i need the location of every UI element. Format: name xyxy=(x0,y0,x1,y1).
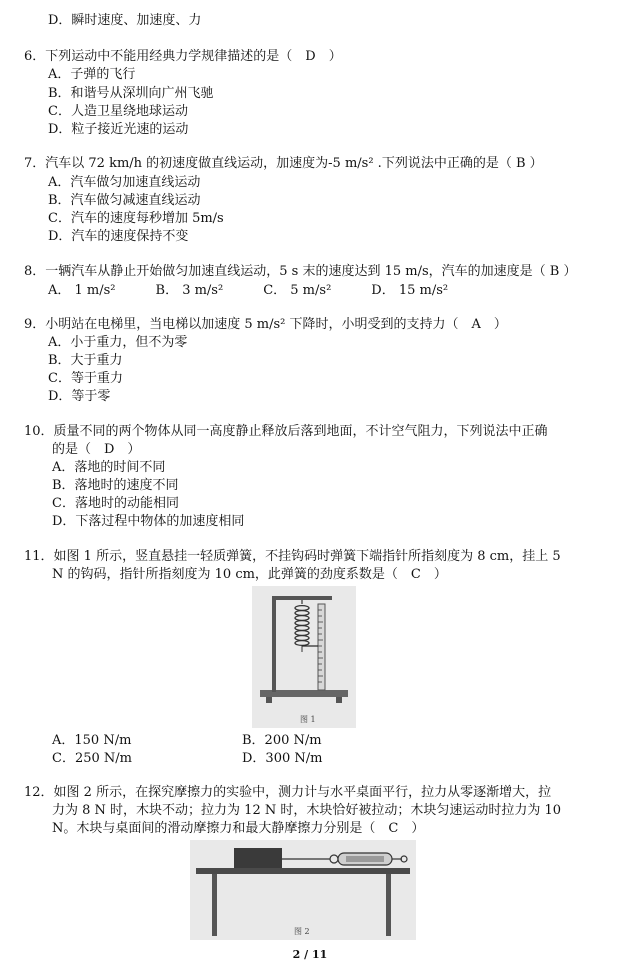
question-7-stem: 7．汽车以 72 km/h 的初速度做直线运动，加速度为-5 m/s² .下列说法中正确的是（ B ） xyxy=(24,156,543,171)
question-9-stem: 9．小明站在电梯里，当电梯以加速度 5 m/s² 下降时，小明受到的支持力（ A ） xyxy=(24,317,507,332)
question-10-stem-line-1: 10．质量不同的两个物体从同一高度静止释放后落到地面，不计空气阻力，下列说法中正确 xyxy=(24,424,548,439)
figure-1-spring-apparatus xyxy=(252,586,356,728)
question-6-option-d: D．粒子接近光速的运动 xyxy=(48,122,189,137)
question-6-option-c: C．人造卫星绕地球运动 xyxy=(48,104,188,119)
question-10-option-d: D．下落过程中物体的加速度相同 xyxy=(52,514,245,529)
prev-question-option-d: D．瞬时速度、加速度、力 xyxy=(48,13,202,28)
figure-1-caption: 图 1 xyxy=(300,715,316,724)
question-10-option-a: A．落地的时间不同 xyxy=(52,460,166,475)
figure-2-caption: 图 2 xyxy=(294,927,310,936)
question-6-stem: 6．下列运动中不能用经典力学规律描述的是（ D ） xyxy=(24,49,342,64)
question-10-option-c: C．落地时的动能相同 xyxy=(52,496,179,511)
question-11-stem-line-1: 11．如图 1 所示，竖直悬挂一轻质弹簧，不挂钩码时弹簧下端指针所指刻度为 8 cm，挂上 5 xyxy=(24,549,561,564)
page-number: 2 / 11 xyxy=(292,948,328,961)
question-9-option-c: C．等于重力 xyxy=(48,371,123,386)
question-12-stem-line-3: N。木块与桌面间的滑动摩擦力和最大静摩擦力分别是（ C ） xyxy=(52,821,425,836)
question-7-option-c: C．汽车的速度每秒增加 5m/s xyxy=(48,211,224,226)
question-8-options xyxy=(48,282,488,300)
question-9-option-b: B．大于重力 xyxy=(48,353,123,368)
question-6-option-a: A．子弹的飞行 xyxy=(48,67,136,82)
figure-2-friction-apparatus xyxy=(190,840,416,940)
question-8-option-d: D． 15 m/s² xyxy=(371,283,449,298)
question-10-option-b: B．落地时的速度不同 xyxy=(52,478,179,493)
question-7-option-d: D．汽车的速度保持不变 xyxy=(48,229,189,244)
question-11-option-b: B．200 N/m xyxy=(242,733,322,748)
question-8-option-b: B． 3 m/s² xyxy=(155,283,224,298)
question-9-option-d: D．等于零 xyxy=(48,389,111,404)
question-7-option-b: B．汽车做匀减速直线运动 xyxy=(48,193,201,208)
question-10-stem-line-2: 的是（ D ） xyxy=(52,442,141,457)
question-6-option-b: B．和谐号从深圳向广州飞驰 xyxy=(48,86,214,101)
question-11-stem-line-2: N 的钩码，指针所指刻度为 10 cm，此弹簧的劲度系数是（ C ） xyxy=(52,567,447,582)
question-12-stem-line-1: 12．如图 2 所示，在探究摩擦力的实验中，测力计与水平桌面平行，拉力从零逐渐增大，拉 xyxy=(24,785,552,800)
question-11-option-d: D．300 N/m xyxy=(242,751,323,766)
question-9-option-a: A．小于重力，但不为零 xyxy=(48,335,188,350)
question-12-stem-line-2: 力为 8 N 时，木块不动；拉力为 12 N 时，木块恰好被拉动；木块匀速运动时拉力为 10 xyxy=(52,803,562,818)
question-8-option-a: A． 1 m/s² xyxy=(48,283,116,298)
question-8-stem: 8．一辆汽车从静止开始做匀加速直线运动，5 s 末的速度达到 15 m/s，汽车的加速度是（ B ） xyxy=(24,264,577,279)
question-11-option-c: C．250 N/m xyxy=(52,751,132,766)
question-7-option-a: A．汽车做匀加速直线运动 xyxy=(48,175,201,190)
question-8-option-c: C． 5 m/s² xyxy=(263,283,332,298)
question-11-option-a: A．150 N/m xyxy=(52,733,132,748)
